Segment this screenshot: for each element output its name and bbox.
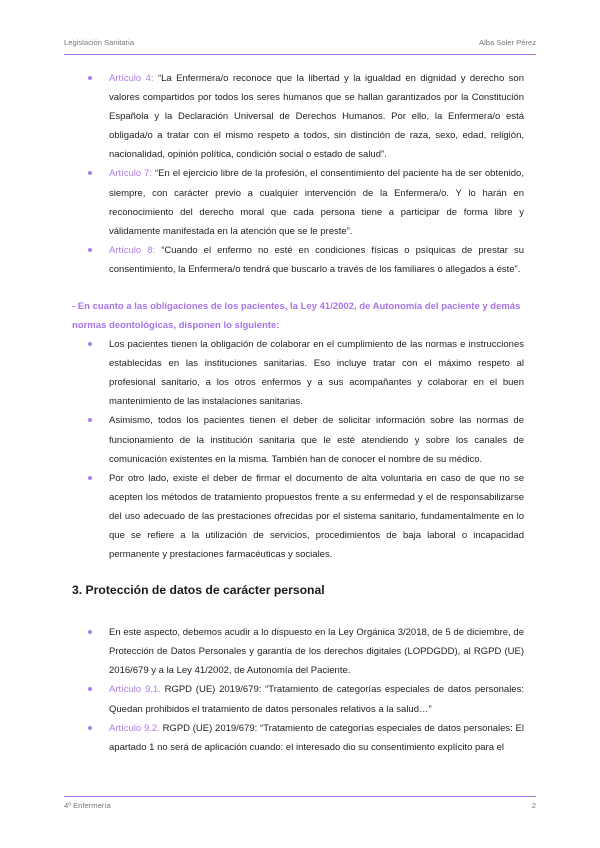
- page-footer: [64, 801, 536, 815]
- header-title: Legislación Sanitaria: [64, 38, 135, 47]
- list-item: [78, 164, 524, 240]
- obligations-heading: - En cuanto a las obligaciones de los pacientes, la Ley 41/2002, de Autonomía del paciente y demás normas deontológicas, disponen lo siguiente:: [72, 301, 521, 332]
- list-item: [78, 469, 524, 564]
- page-number: 2: [531, 801, 536, 810]
- section3-list: [78, 623, 524, 757]
- page-header: [64, 38, 536, 52]
- header-author: Alba Soler Pérez: [479, 38, 536, 47]
- bullet-icon: [88, 726, 92, 730]
- bullet-icon: [88, 687, 92, 691]
- list-item: [78, 335, 524, 411]
- obligations-list: [78, 335, 524, 564]
- footer-course: 4º Enfermería: [64, 801, 111, 810]
- article-text: “La Enfermera/o reconoce que la libertad y la igualdad en dignidad y derecho son valores compartidos por todos los seres humanos que se hallan garantizados por la Constitución Española y la Declaración Universal de Derechos Humanos. Por ello, la Enfermera/o está obligada/o a tratar con el mismo respeto a todos, sin distinción de raza, sexo, edad, religión, nacionalidad, opinión política, condición social o estado de salud”.: [109, 73, 524, 161]
- section-intro-text: En este aspecto, debemos acudir a lo dispuesto en la Ley Orgánica 3/2018, de 5 de diciembre, de Protección de Datos Personales y garantía de los derechos digitales (LOPDGDD), al RGPD (UE) 2016/679 y a la Ley 41/2002, de Autonomía del Paciente.: [109, 627, 524, 677]
- footer-divider: [64, 796, 536, 797]
- header-divider: [64, 54, 536, 55]
- article-label: Artículo 7:: [109, 168, 153, 180]
- article-label: Artículo 9.2.: [109, 722, 160, 734]
- section-title: 3. Protección de datos de carácter personal: [72, 583, 325, 598]
- article-text: RGPD (UE) 2019/679: “Tratamiento de categorías especiales de datos personales: El apartado 1 no será de aplicación cuando: el interesado dio su consentimiento explícito para el: [109, 722, 524, 753]
- list-item: [78, 241, 524, 279]
- article-text: “Cuando el enfermo no esté en condiciones físicas o psíquicas de prestar su consentimiento, la Enfermera/o tendrá que buscarlo a través de los familiares o allegados a éste”.: [109, 244, 524, 275]
- obligation-text: Los pacientes tienen la obligación de colaborar en el cumplimiento de las normas e instrucciones establecidas en las instituciones sanitarias. Eso incluye tratar con el máximo respeto al profesional sanitario, a los otros enfermos y a sus acompañantes y colaborar en el buen mantenimiento de las instalaciones sanitarias.: [109, 339, 524, 408]
- article-text: “En el ejercicio libre de la profesión, el consentimiento del paciente ha de ser obtenido, siempre, con carácter previo a cualquier intervención de la Enfermera/o. Y lo harán en reconocimiento del derecho moral que cada persona tiene a participar de forma libre y válidamente manifestada en la atención que se le preste”.: [109, 168, 524, 237]
- article-label: Artículo 9.1.: [109, 684, 161, 696]
- bullet-icon: [88, 171, 92, 175]
- list-item: [78, 69, 524, 164]
- bullet-icon: [88, 630, 92, 634]
- obligation-text: Por otro lado, existe el deber de firmar el documento de alta voluntaria en caso de que no se acepten los métodos de tratamiento propuestos frente a su enfermedad y el de responsabilizarse del uso adecuado de las prestaciones ofrecidas por el sistema sanitario, fundamentalmente en lo que se refiere a la utilización de servicios, procedimientos de baja laboral o incapacidad permanente y prestaciones farmacéuticas y sociales.: [109, 472, 524, 561]
- bullet-icon: [88, 476, 92, 480]
- bullet-icon: [88, 76, 92, 80]
- bullet-icon: [88, 418, 92, 422]
- list-item: [78, 719, 524, 757]
- list-item: [78, 623, 524, 680]
- list-item: [78, 411, 524, 468]
- articles-list: [78, 69, 524, 279]
- article-text: RGPD (UE) 2019/679: “Tratamiento de categorías especiales de datos personales: Quedan prohibidos el tratamiento de datos personales relativos a la salud…”: [109, 684, 524, 715]
- obligation-text: Asimismo, todos los pacientes tienen el deber de solicitar información sobre las normas de funcionamiento de la institución sanitaria que le esté atendiendo y sobre los canales de comunicación existentes en la misma. También han de conocer el nombre de su médico.: [109, 415, 524, 465]
- article-label: Artículo 4:: [109, 73, 154, 84]
- list-item: [78, 680, 524, 718]
- page-body: [72, 69, 524, 757]
- bullet-icon: [88, 342, 92, 346]
- article-label: Artículo 8:: [109, 244, 156, 256]
- bullet-icon: [88, 248, 92, 252]
